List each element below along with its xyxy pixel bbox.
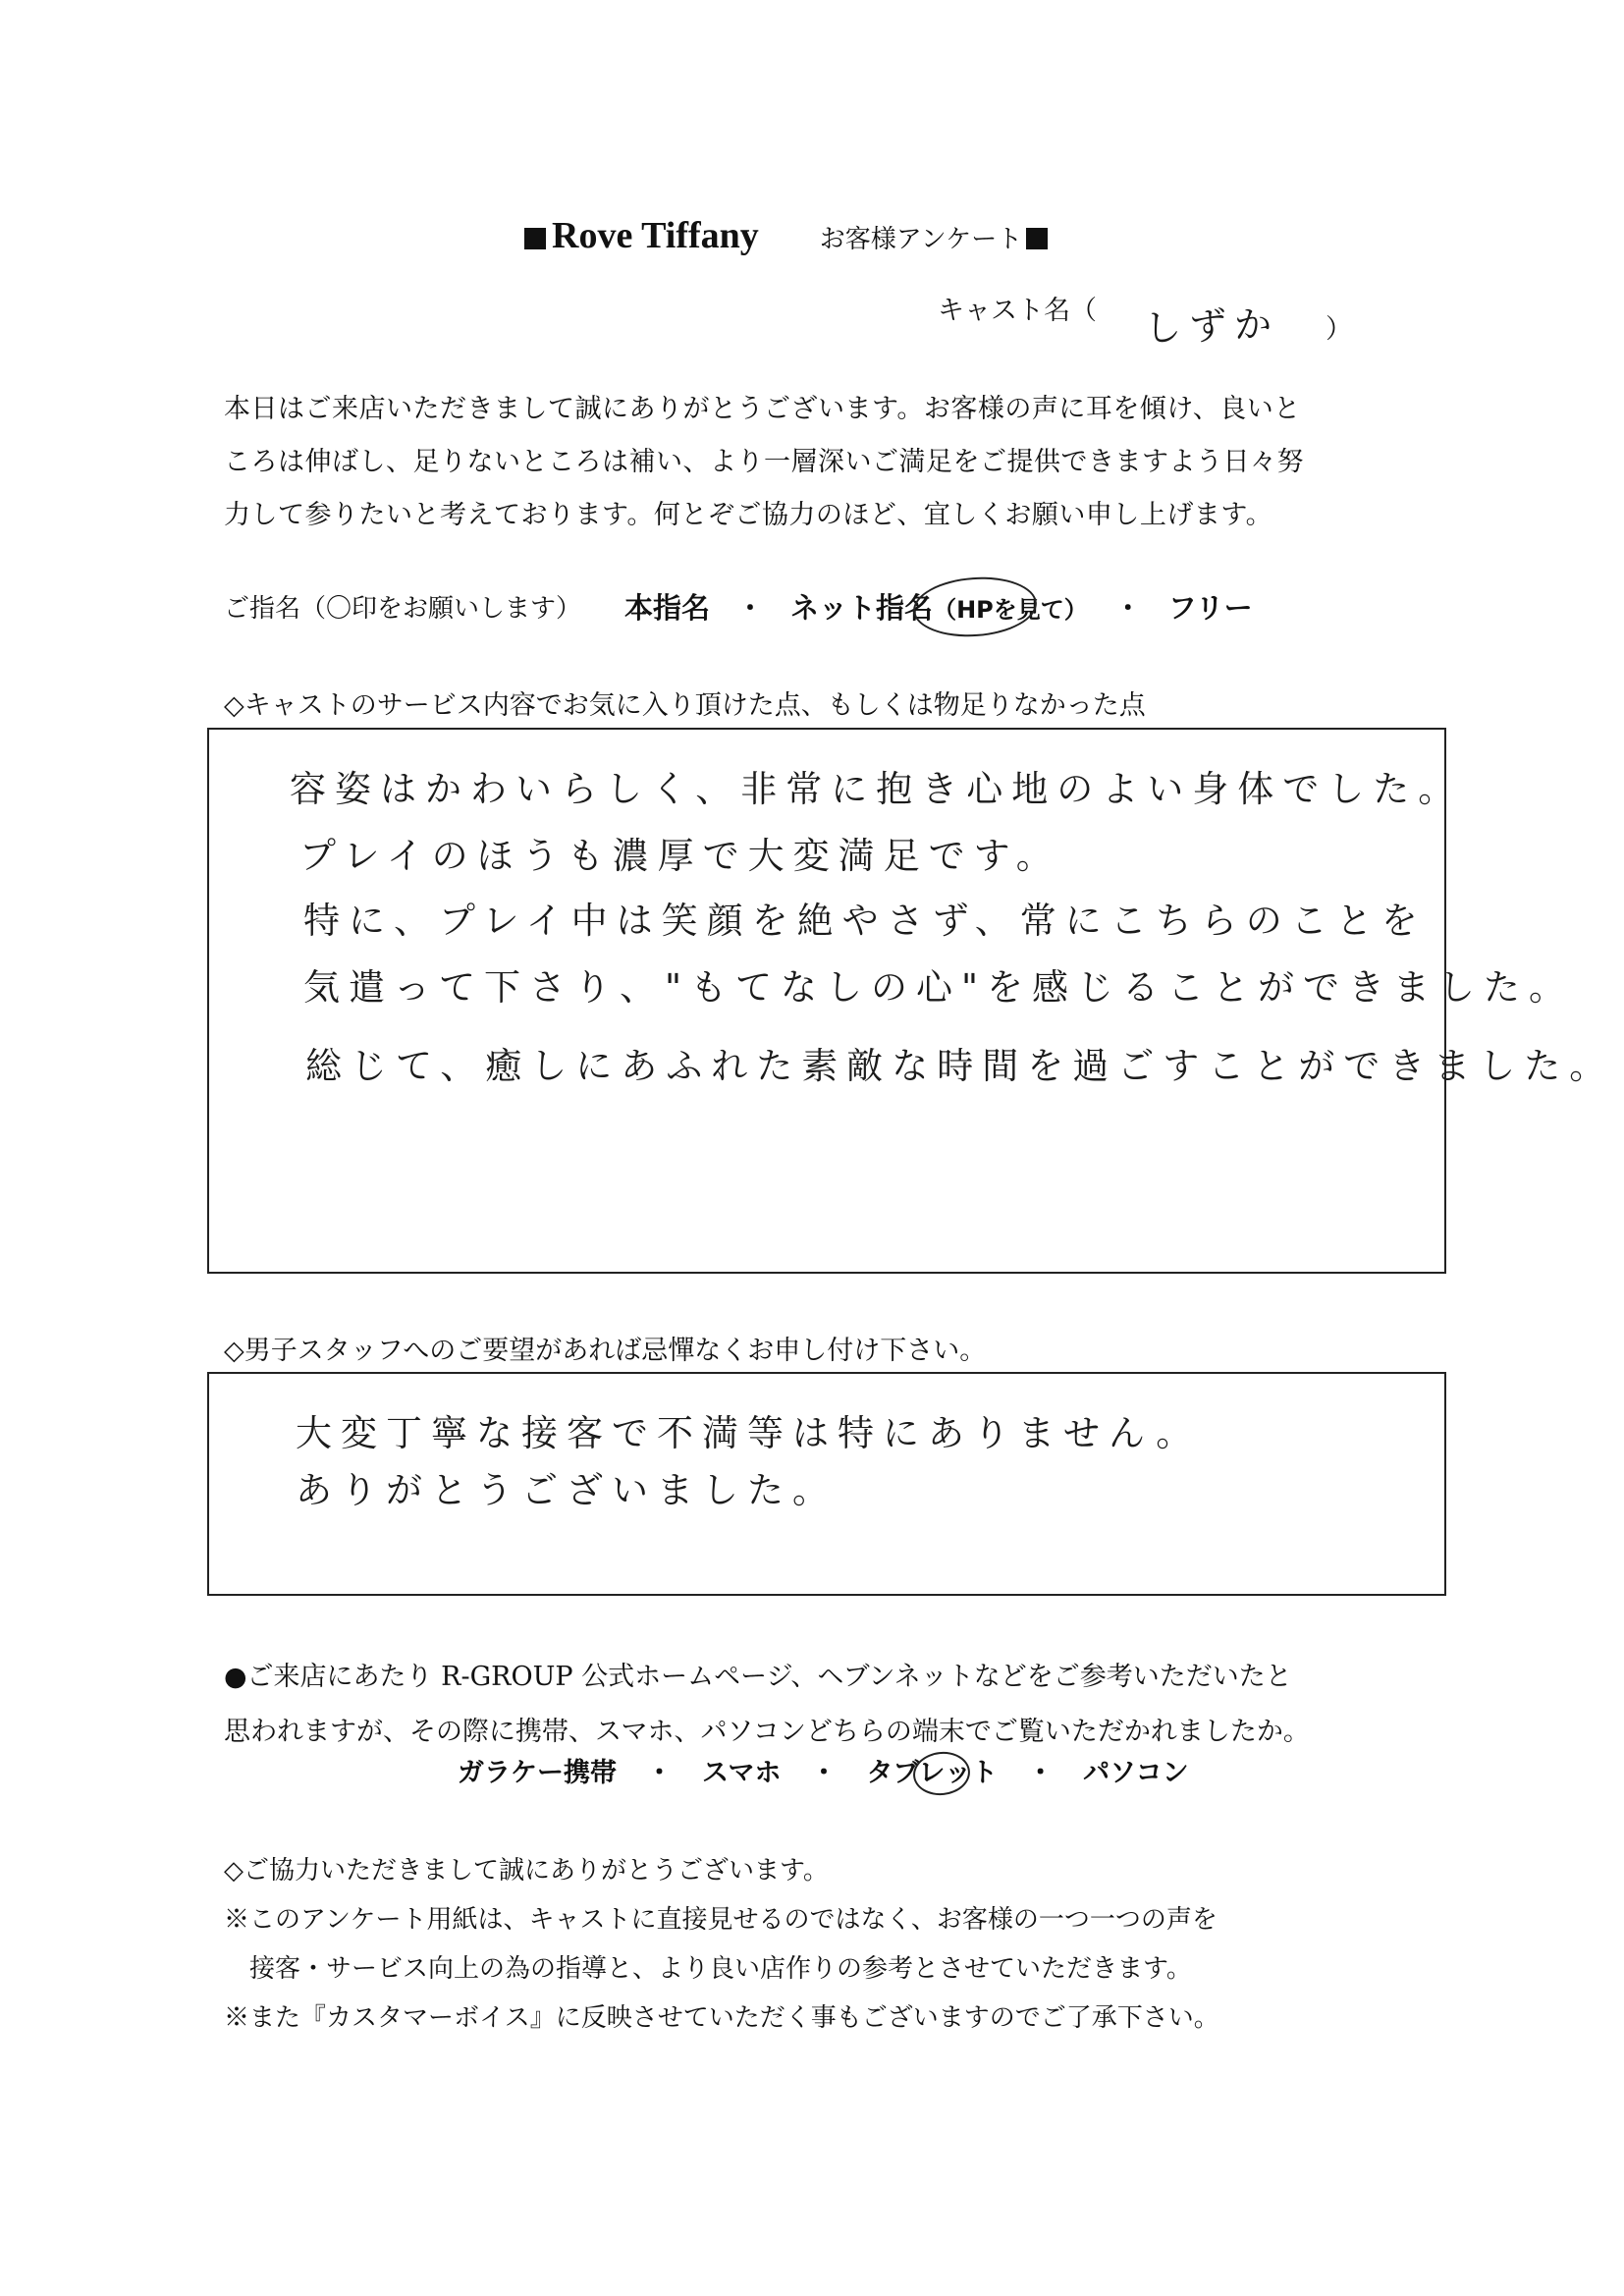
nomination-option-free[interactable]: フリー: [1167, 590, 1253, 625]
footer-thanks: ◇ご協力いただきまして誠にありがとうございます。: [224, 1856, 829, 1886]
survey-header: [520, 214, 1188, 273]
footer-notes: [224, 1846, 1219, 2043]
cast-service-heading: ◇キャストのサービス内容でお気に入り頂けた点、もしくは物足りなかった点: [224, 690, 1146, 721]
cast-service-answer-line: 容姿はかわいらしく、非常に抱き心地のよい身体でした。: [290, 768, 1464, 810]
cast-name-close: ）: [1326, 314, 1352, 345]
device-option-feature-phone[interactable]: ガラケー携帯: [458, 1757, 617, 1788]
cast-service-answer-line: 特に、プレイ中は笑顔を絶やさず、常にこちらのことを: [303, 900, 1427, 942]
staff-request-heading: ◇男子スタッフへのご要望があれば忌憚なくお申し付け下さい。: [224, 1336, 987, 1366]
device-separator: ・: [1027, 1757, 1055, 1788]
footer-note: ※また『カスタマーボイス』に反映させていただく事もございますのでご了承下さい。: [224, 2003, 1219, 2033]
square-bullet-icon: [524, 228, 546, 249]
device-option-smartphone[interactable]: スマホ: [702, 1757, 782, 1788]
nomination-net-hp: HP: [956, 595, 994, 624]
device-option-tablet[interactable]: タブレット: [866, 1757, 999, 1788]
intro-line: 本日はご来店いただきまして誠にありがとうございます。お客様の声に耳を傾け、良いと: [224, 394, 1301, 424]
nomination-separator: ・: [737, 593, 764, 624]
nomination-net-paren: （: [933, 595, 957, 624]
nomination-separator: ・: [1114, 593, 1141, 624]
footer-note: ※このアンケート用紙は、キャストに直接見せるのではなく、お客様の一つ一つの声を: [224, 1905, 1218, 1935]
nomination-net-suffix: を見て）: [993, 595, 1088, 624]
intro-line: ころは伸ばし、足りないところは補い、より一層深いご満足をご提供できますよう日々努: [224, 447, 1304, 477]
cast-service-answer-box[interactable]: [207, 728, 1615, 1274]
cast-service-answer-line: プレイのほうも濃厚で大変満足です。: [299, 835, 1061, 877]
staff-request-answer-box[interactable]: [207, 1372, 1446, 1596]
device-question: [224, 1650, 1310, 1760]
survey-title: お客様アンケート: [819, 225, 1023, 254]
device-option-pc[interactable]: パソコン: [1083, 1757, 1189, 1788]
cast-name-label: キャスト名（: [938, 295, 1097, 326]
staff-request-answer-line: ありがとうございました。: [296, 1469, 838, 1511]
device-question-line: ●ご来店にあたり R-GROUP 公式ホームページ、ヘブンネットなどをご参考いただいたと: [224, 1662, 1292, 1692]
intro-paragraph: [224, 383, 1402, 542]
device-options-row: [458, 1746, 1189, 1793]
cast-service-answer-line: 総じて、癒しにあふれた素敵な時間を過ごすことができました。: [305, 1045, 1615, 1087]
nomination-label: ご指名（〇印をお願いします）: [224, 593, 582, 624]
staff-request-answer-line: 大変丁寧な接客で不満等は特にありません。: [296, 1412, 1202, 1454]
device-question-line: 思われますが、その際に携帯、スマホ、パソコンどちらの端末でご覧いただかれましたか。: [224, 1717, 1310, 1747]
square-bullet-icon: [1026, 228, 1048, 249]
nomination-row: [224, 581, 1402, 630]
cast-name-row: [938, 285, 1352, 351]
footer-note: 接客・サービス向上の為の指導と、より良い店作りの参考とさせていただきます。: [249, 1954, 1192, 1984]
cast-service-answer-line: 気遣って下さり、"もてなしの心"を感じることができました。: [303, 966, 1575, 1009]
nomination-option-regular[interactable]: 本指名: [624, 590, 711, 625]
nomination-net-label: ネット指名: [790, 590, 934, 625]
device-separator: ・: [810, 1757, 838, 1788]
shop-name: Rove Tiffany: [552, 215, 759, 256]
intro-line: 力して参りたいと考えております。何とぞご協力のほど、宜しくお願い申し上げます。: [224, 500, 1273, 530]
cast-name-value: しずか: [1143, 301, 1280, 351]
device-separator: ・: [646, 1757, 673, 1788]
